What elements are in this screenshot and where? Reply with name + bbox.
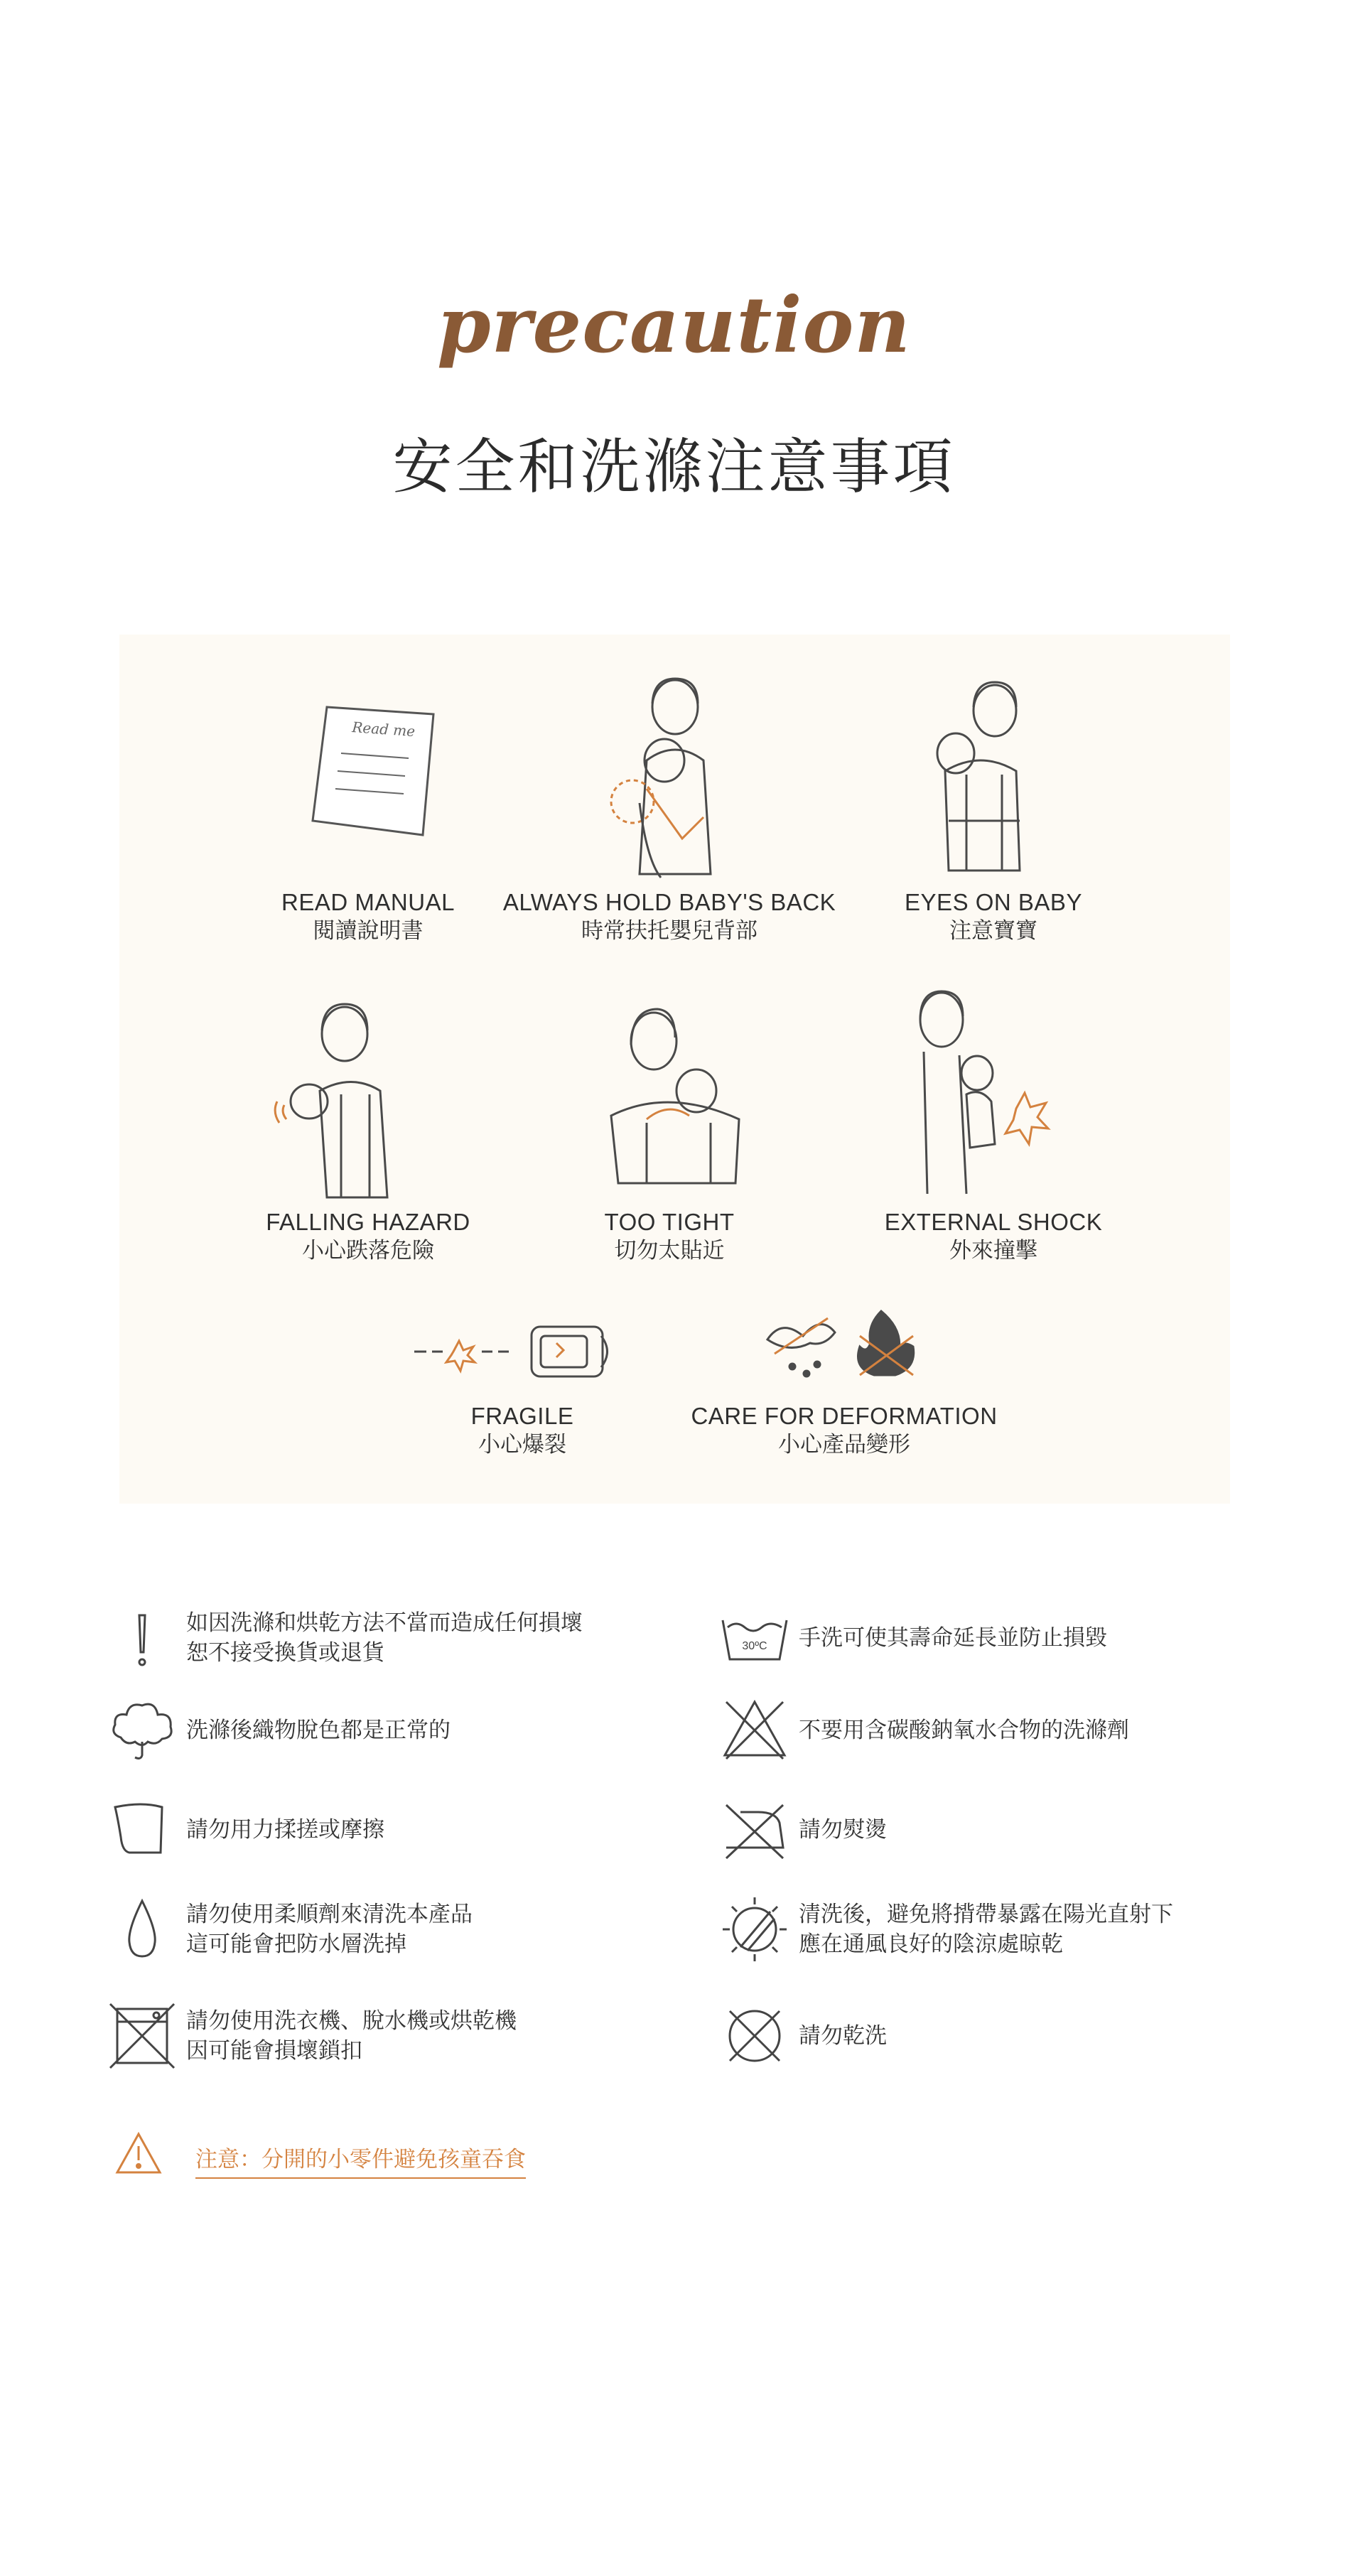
wash-temp: 30ºC	[742, 1640, 767, 1652]
no-sun-icon	[719, 1894, 790, 1965]
caption-external-shock	[809, 1208, 1178, 1265]
caption-en: READ MANUAL	[281, 889, 455, 915]
caption-en: FRAGILE	[470, 1403, 574, 1429]
caption-zh: 小心產品變形	[778, 1432, 910, 1457]
care-item	[719, 2000, 1288, 2071]
care-text-line: 請勿用力揉搓或摩擦	[186, 1817, 384, 1843]
care-text-line: 因可能會損壞鎖扣	[186, 2038, 362, 2064]
warning-text: 注意：分開的小零件避免孩童吞食	[195, 2141, 526, 2179]
care-text-line: 不要用含碳酸鈉氧水合物的洗滌劑	[799, 1718, 1129, 1743]
care-item	[107, 1602, 675, 1674]
caption-fragile	[338, 1402, 707, 1459]
deformation-icon	[760, 1304, 931, 1382]
caption-en: ALWAYS HOLD BABY'S BACK	[502, 889, 836, 915]
no-bleach-icon	[719, 1695, 790, 1766]
page-title: 安全和洗滌注意事項	[392, 432, 956, 502]
caption-too-tight	[485, 1208, 854, 1265]
care-text-line: 恕不接受換貨或退貨	[186, 1640, 384, 1666]
no-dry-clean-icon	[719, 2000, 790, 2071]
caption-zh: 注意寶寶	[949, 918, 1037, 944]
caption-eyes-on-baby	[809, 888, 1178, 945]
care-item	[107, 1794, 675, 1865]
caption-hold-back	[485, 888, 854, 945]
cotton-icon	[107, 1695, 178, 1766]
no-machine-icon	[107, 2000, 178, 2071]
script-title: precaution	[437, 281, 911, 370]
care-text-line: 如因洗滌和烘乾方法不當而造成任何損壞	[186, 1610, 583, 1636]
care-item	[719, 1695, 1288, 1766]
warning-triangle-icon	[114, 2128, 163, 2181]
care-text-line: 應在通風良好的陰涼處晾乾	[799, 1931, 1063, 1957]
care-text-line: 請勿使用柔順劑來清洗本產品	[186, 1902, 473, 1927]
care-text-line: 請勿熨燙	[799, 1817, 887, 1843]
hold-back-icon	[597, 675, 739, 881]
caption-zh: 閱讀說明書	[313, 918, 424, 944]
care-text-line: 請勿使用洗衣機、脫水機或烘乾機	[186, 2008, 517, 2034]
drop-icon	[107, 1894, 178, 1965]
caption-deformation	[659, 1402, 1029, 1459]
caption-zh: 切勿太貼近	[614, 1238, 725, 1263]
care-item	[719, 1894, 1288, 1965]
external-shock-icon	[910, 988, 1052, 1201]
care-text-line: 請勿乾洗	[799, 2023, 887, 2049]
caption-en: EYES ON BABY	[905, 889, 1082, 915]
caption-en: CARE FOR DEFORMATION	[691, 1403, 998, 1429]
too-tight-icon	[604, 1002, 746, 1194]
caption-en: EXTERNAL SHOCK	[884, 1209, 1103, 1235]
caption-en: FALLING HAZARD	[266, 1209, 470, 1235]
caption-zh: 小心跌落危險	[302, 1238, 434, 1263]
small-parts-warning	[107, 2128, 604, 2185]
caption-zh: 小心爆裂	[478, 1432, 566, 1457]
exclamation-icon	[107, 1602, 178, 1674]
caption-zh: 外來撞擊	[949, 1238, 1037, 1263]
eyes-on-baby-icon	[924, 679, 1037, 881]
manual-text: Read me	[351, 718, 416, 740]
fragile-buckle-icon	[411, 1318, 617, 1386]
caption-en: TOO TIGHT	[604, 1209, 735, 1235]
care-item	[719, 1794, 1288, 1865]
care-item	[719, 1602, 1288, 1674]
care-text-line: 手洗可使其壽命延長並防止損毀	[799, 1625, 1107, 1651]
care-text-line: 洗滌後織物脫色都是正常的	[186, 1718, 451, 1743]
manual-icon	[298, 693, 441, 842]
care-item	[107, 1695, 675, 1766]
no-rub-icon	[107, 1794, 178, 1865]
care-text-line: 清洗後，避免將揹帶暴露在陽光直射下	[799, 1902, 1173, 1927]
care-item	[107, 1894, 675, 1965]
care-item	[107, 2000, 675, 2071]
hand-wash-icon	[719, 1602, 790, 1674]
falling-hazard-icon	[274, 998, 430, 1205]
caption-zh: 時常扶托嬰兒背部	[581, 918, 757, 944]
no-iron-icon	[719, 1794, 790, 1865]
care-text-line: 這可能會把防水層洗掉	[186, 1931, 406, 1957]
